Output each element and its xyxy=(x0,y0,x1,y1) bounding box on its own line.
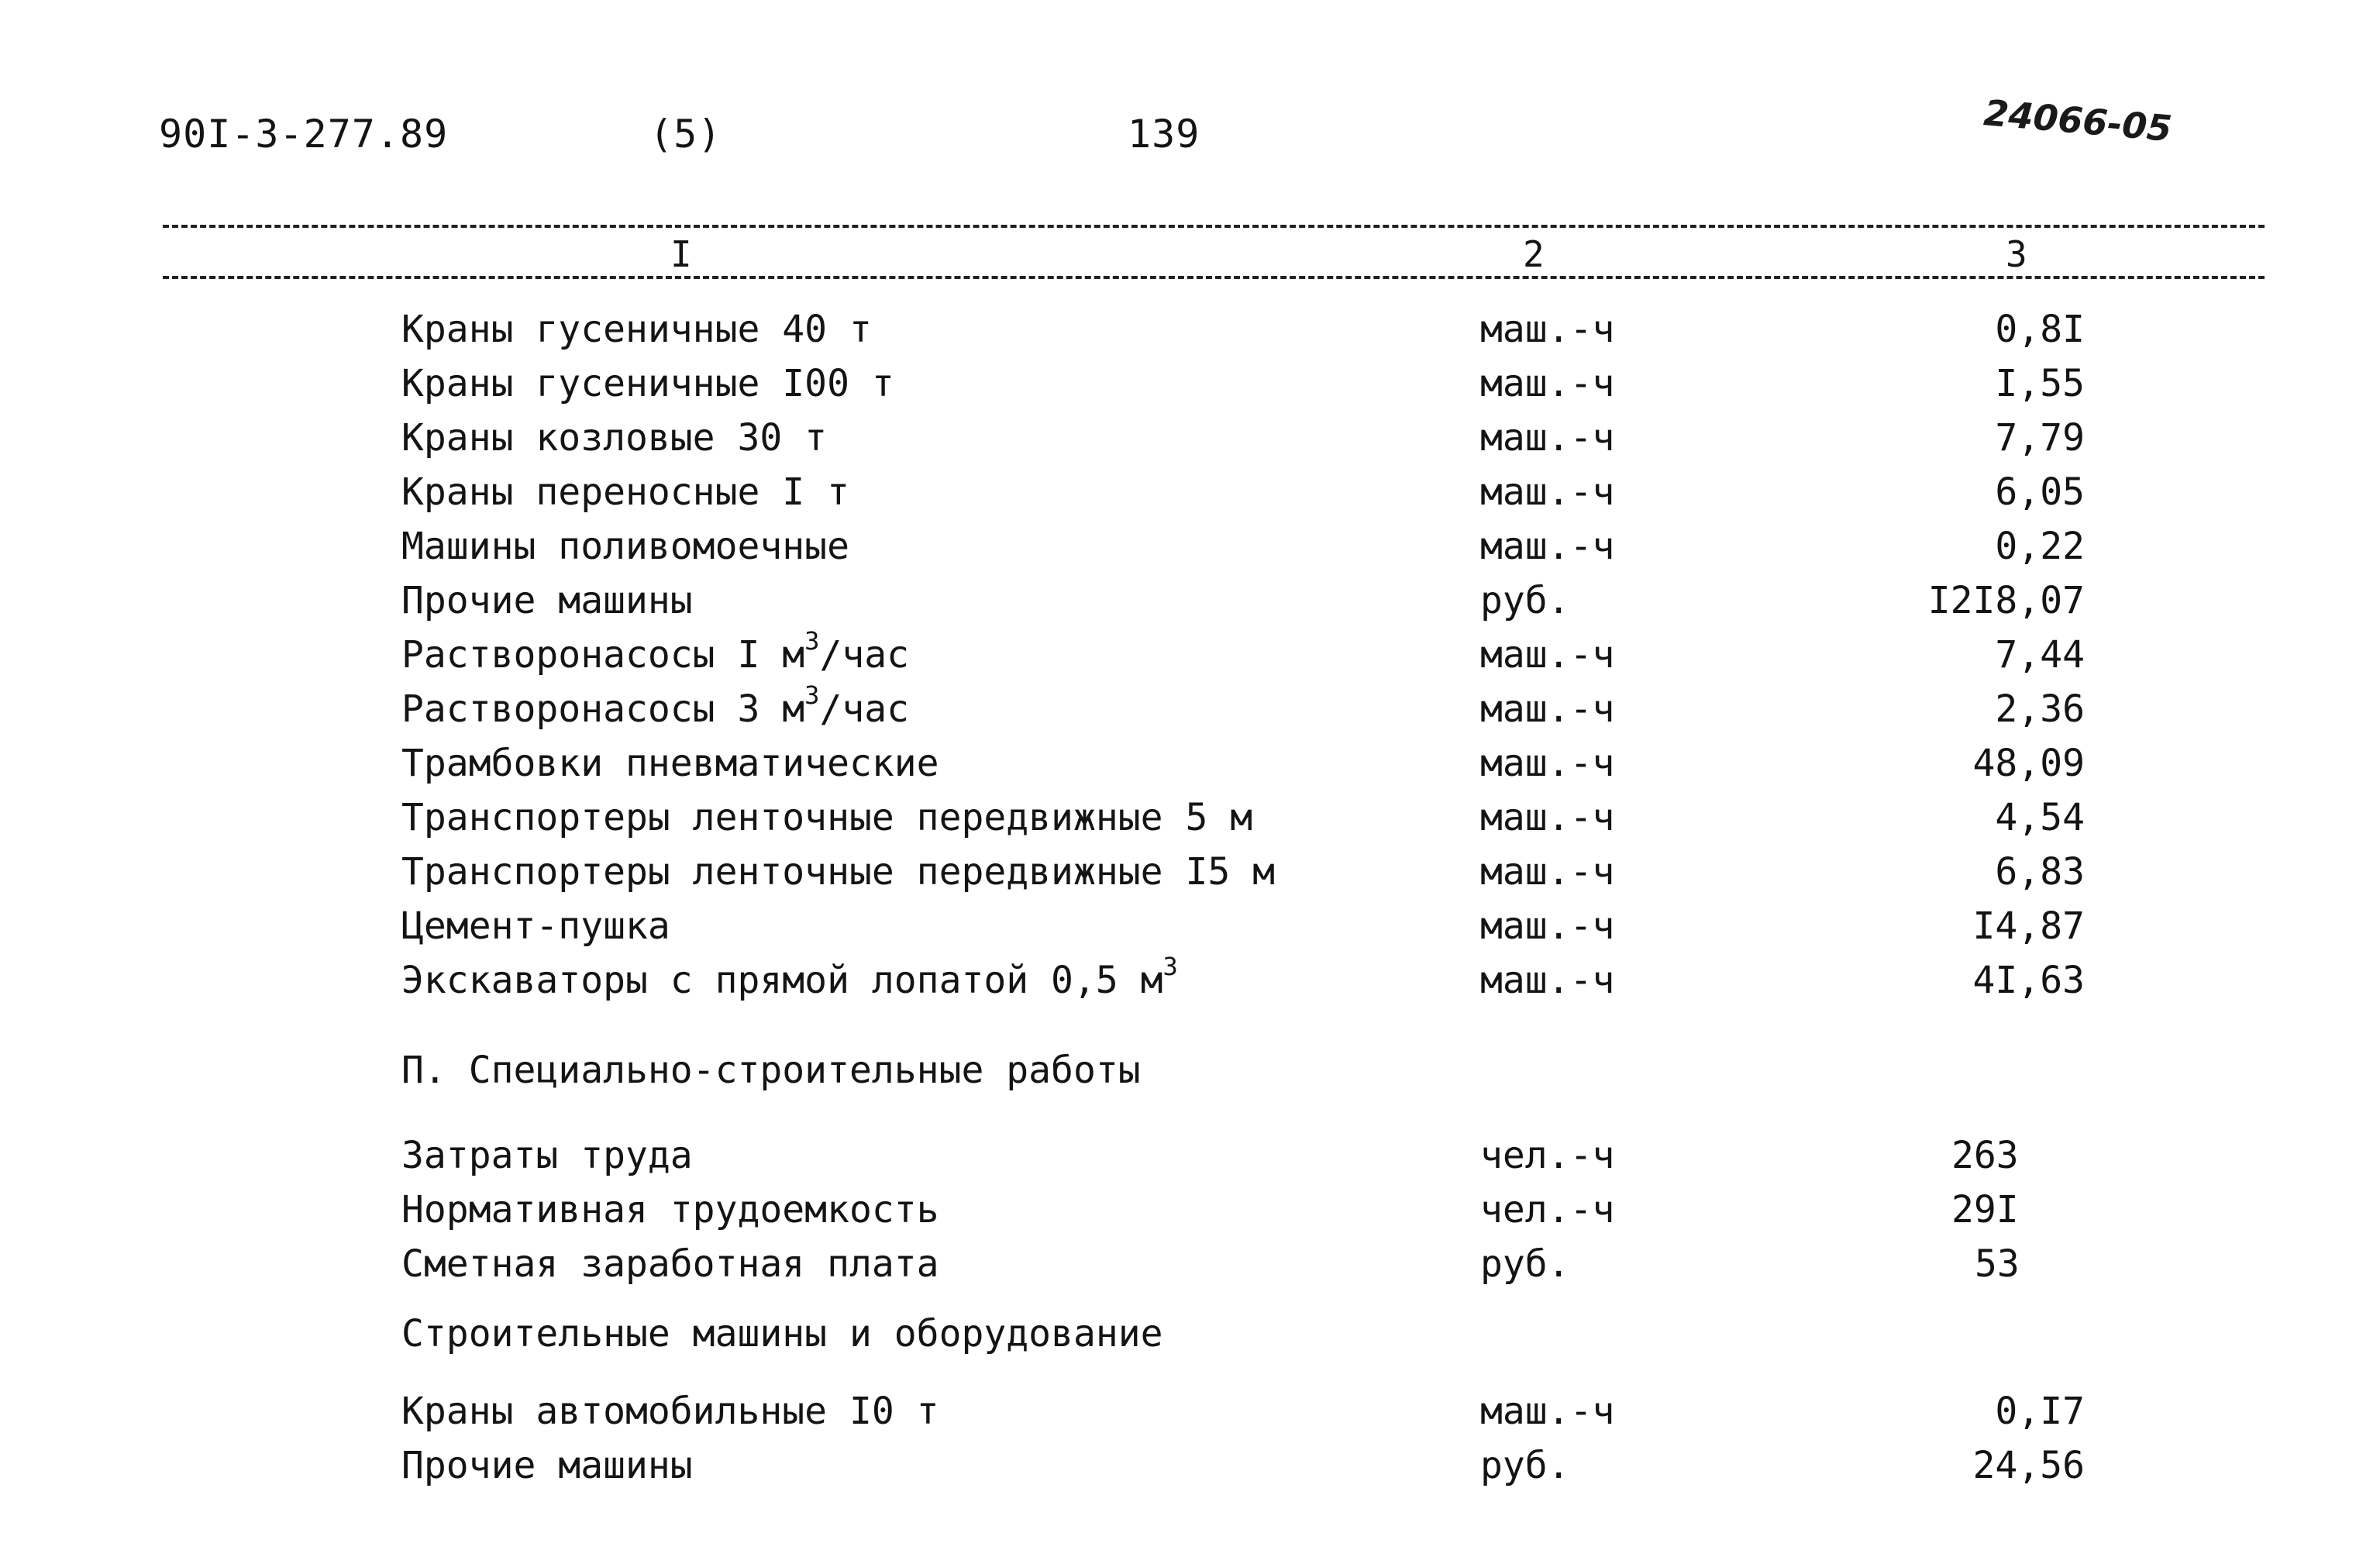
row-value: 263 xyxy=(1951,1134,2019,1177)
row-value: 24,56 xyxy=(1972,1444,2085,1487)
row-value: 6,05 xyxy=(1995,470,2085,514)
row-name: Транспортеры ленточные передвижные I5 м xyxy=(401,850,1276,894)
row-value: 4,54 xyxy=(1995,796,2085,839)
table-row xyxy=(0,904,2380,948)
row-name: Экскаваторы с прямой лопатой 0,5 $м^3$ xyxy=(401,952,1178,1002)
handwritten-code: 24066-05 xyxy=(1982,91,2174,150)
row-name: Растворонасосы I $м^3$/час xyxy=(401,626,910,677)
table-row xyxy=(0,680,2380,731)
section-title: П. Специально-строительные работы xyxy=(401,1049,1141,1092)
table-header-rule xyxy=(163,276,2265,279)
row-name: Прочие машины xyxy=(401,1444,693,1487)
row-unit: руб. xyxy=(1480,1444,1570,1487)
row-value: 2,36 xyxy=(1995,687,2085,731)
table-row xyxy=(0,1134,2380,1177)
table-row xyxy=(0,1444,2380,1487)
row-name: Транспортеры ленточные передвижные 5 м xyxy=(401,796,1253,839)
row-unit: чел.-ч xyxy=(1480,1134,1615,1177)
row-unit: чел.-ч xyxy=(1480,1188,1615,1231)
row-unit: руб. xyxy=(1480,1242,1570,1286)
row-name: Краны гусеничные I00 т xyxy=(401,362,894,405)
superscript: 3 xyxy=(1162,952,1178,981)
table-row xyxy=(0,579,2380,622)
row-unit: маш.-ч xyxy=(1480,687,1615,731)
row-unit: маш.-ч xyxy=(1480,525,1615,568)
row-unit: маш.-ч xyxy=(1480,470,1615,514)
row-value: 53 xyxy=(1975,1242,2020,1286)
table-row xyxy=(0,308,2380,351)
table-row xyxy=(0,796,2380,839)
section-subtitle: Строительные машины и оборудование xyxy=(401,1312,1163,1355)
table-top-rule xyxy=(163,225,2265,228)
row-name: Цемент-пушка xyxy=(401,904,670,948)
row-value: I2I8,07 xyxy=(1927,579,2085,622)
row-value: 0,8I xyxy=(1995,308,2085,351)
row-unit: маш.-ч xyxy=(1480,850,1615,894)
row-name: Нормативная трудоемкость xyxy=(401,1188,939,1231)
table-row xyxy=(0,1188,2380,1231)
document-code: 90I-3-277.89 xyxy=(159,112,449,157)
part-number: (5) xyxy=(649,112,722,157)
table-row xyxy=(0,362,2380,405)
row-unit: маш.-ч xyxy=(1480,416,1615,460)
row-unit: маш.-ч xyxy=(1480,742,1615,785)
table-row xyxy=(0,742,2380,785)
row-value: 7,44 xyxy=(1995,633,2085,677)
table-row xyxy=(0,850,2380,894)
row-unit: маш.-ч xyxy=(1480,796,1615,839)
row-name: Краны автомобильные I0 т xyxy=(401,1390,939,1433)
page-number: 139 xyxy=(1128,112,1200,157)
row-unit: маш.-ч xyxy=(1480,904,1615,948)
row-value: 0,I7 xyxy=(1995,1390,2085,1433)
table-row xyxy=(0,470,2380,514)
row-name: Растворонасосы 3 $м^3$/час xyxy=(401,680,910,731)
superscript: 3 xyxy=(804,680,820,710)
row-unit: маш.-ч xyxy=(1480,1390,1615,1433)
column-header-3: 3 xyxy=(2006,233,2027,275)
row-name: Прочие машины xyxy=(401,579,693,622)
row-value: I4,87 xyxy=(1972,904,2085,948)
row-value: 29I xyxy=(1951,1188,2019,1231)
column-header-1: I xyxy=(670,233,692,275)
table-row xyxy=(0,1390,2380,1433)
row-unit: руб. xyxy=(1480,579,1570,622)
table-row xyxy=(0,952,2380,1002)
row-name: Краны переносные I т xyxy=(401,470,849,514)
row-value: 7,79 xyxy=(1995,416,2085,460)
superscript: 3 xyxy=(804,626,820,656)
row-name: Краны козловые 30 т xyxy=(401,416,828,460)
column-header-2: 2 xyxy=(1523,233,1545,275)
row-value: 6,83 xyxy=(1995,850,2085,894)
table-row xyxy=(0,626,2380,677)
row-name: Машины поливомоечные xyxy=(401,525,849,568)
row-unit: маш.-ч xyxy=(1480,633,1615,677)
row-value: 0,22 xyxy=(1995,525,2085,568)
row-name: Краны гусеничные 40 т xyxy=(401,308,872,351)
row-name: Трамбовки пневматические xyxy=(401,742,939,785)
table-row xyxy=(0,1242,2380,1286)
row-unit: маш.-ч xyxy=(1480,308,1615,351)
row-unit: маш.-ч xyxy=(1480,362,1615,405)
row-value: 48,09 xyxy=(1972,742,2085,785)
row-value: I,55 xyxy=(1995,362,2085,405)
row-value: 4I,63 xyxy=(1972,959,2085,1002)
row-unit: маш.-ч xyxy=(1480,959,1615,1002)
table-row xyxy=(0,525,2380,568)
table-row xyxy=(0,416,2380,460)
row-name: Затраты труда xyxy=(401,1134,693,1177)
row-name: Сметная заработная плата xyxy=(401,1242,939,1286)
